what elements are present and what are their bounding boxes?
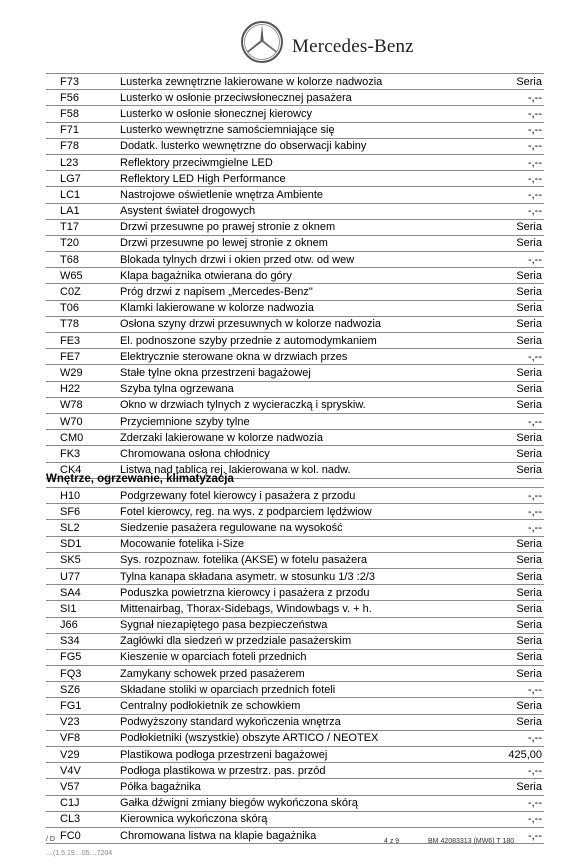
table-row xyxy=(46,446,544,462)
table-row xyxy=(46,504,544,520)
option-desc: Drzwi przesuwne po prawej stronie z oknem xyxy=(120,219,472,235)
option-code: T17 xyxy=(46,219,120,235)
option-price: -,-- xyxy=(472,504,544,520)
option-code: W65 xyxy=(46,268,120,284)
table-row xyxy=(46,74,544,90)
option-desc: Stałe tylne okna przestrzeni bagażowej xyxy=(120,365,472,381)
option-price: -,-- xyxy=(472,154,544,170)
option-desc: Siedzenie pasażera regulowane na wysokość xyxy=(120,520,472,536)
option-desc: Tylna kanapa składana asymetr. w stosunku 1/3 :2/3 xyxy=(120,568,472,584)
option-code: FE3 xyxy=(46,333,120,349)
table-row xyxy=(46,779,544,795)
option-price: Seria xyxy=(472,462,544,478)
option-price: Seria xyxy=(472,381,544,397)
option-desc: Kierownica wykończona skórą xyxy=(120,811,472,827)
option-code: V57 xyxy=(46,779,120,795)
option-desc: Lusterka zewnętrzne lakierowane w kolorze nadwozia xyxy=(120,74,472,90)
option-code: H10 xyxy=(46,488,120,504)
table-row xyxy=(46,154,544,170)
footer-document-code: BM 42083313 (MW6) T 180 xyxy=(428,838,515,845)
option-price: Seria xyxy=(472,536,544,552)
option-desc: Poduszka powietrzna kierowcy i pasażera z przodu xyxy=(120,585,472,601)
table-row xyxy=(46,122,544,138)
option-code: W29 xyxy=(46,365,120,381)
table-row xyxy=(46,585,544,601)
option-desc: Asystent świateł drogowych xyxy=(120,203,472,219)
option-code: SL2 xyxy=(46,520,120,536)
option-desc: Okno w drzwiach tylnych z wycieraczką i spryskiw. xyxy=(120,397,472,413)
footer-left-reference: …(1.5.19…05…7204 xyxy=(46,850,113,857)
option-code: T68 xyxy=(46,252,120,268)
table-row xyxy=(46,333,544,349)
option-price: Seria xyxy=(472,316,544,332)
footer-page-number: 4 z 9 xyxy=(384,838,400,845)
option-price: -,-- xyxy=(472,520,544,536)
option-price: Seria xyxy=(472,649,544,665)
option-code: SZ6 xyxy=(46,682,120,698)
table-row xyxy=(46,747,544,763)
option-price: -,-- xyxy=(472,827,544,843)
option-desc: Lusterko w osłonie słonecznej kierowcy xyxy=(120,106,472,122)
table-row xyxy=(46,633,544,649)
option-desc: Zderzaki lakierowane w kolorze nadwozia xyxy=(120,430,472,446)
option-desc: Dodatk. lusterko wewnętrzne do obserwacji kabiny xyxy=(120,138,472,154)
option-desc: Zamykany schowek przed pasażerem xyxy=(120,666,472,682)
table-row xyxy=(46,219,544,235)
option-desc: Blokada tylnych drzwi i okien przed otw. od wew xyxy=(120,252,472,268)
option-code: W78 xyxy=(46,397,120,413)
option-price: -,-- xyxy=(472,730,544,746)
option-desc: Szyba tylna ogrzewana xyxy=(120,381,472,397)
option-code: V4V xyxy=(46,763,120,779)
table-row xyxy=(46,520,544,536)
option-price: 425,00 xyxy=(472,747,544,763)
option-price: -,-- xyxy=(472,349,544,365)
option-price: -,-- xyxy=(472,106,544,122)
option-code: U77 xyxy=(46,568,120,584)
option-desc: Chromowana osłona chłodnicy xyxy=(120,446,472,462)
option-code: SI1 xyxy=(46,601,120,617)
option-desc: Listwa nad tablicą rej. lakierowana w kol. nadw. xyxy=(120,462,472,478)
option-desc: Półka bagażnika xyxy=(120,779,472,795)
table-row xyxy=(46,187,544,203)
option-price: Seria xyxy=(472,601,544,617)
table-row xyxy=(46,171,544,187)
option-code: FE7 xyxy=(46,349,120,365)
option-price: -,-- xyxy=(472,413,544,429)
option-code: F56 xyxy=(46,90,120,106)
option-code: C1J xyxy=(46,795,120,811)
option-desc: Reflektory przeciwmgielne LED xyxy=(120,154,472,170)
table-row xyxy=(46,649,544,665)
option-price: Seria xyxy=(472,397,544,413)
option-code: FG5 xyxy=(46,649,120,665)
option-desc: Fotel kierowcy, reg. na wys. z podparciem lędźwiow xyxy=(120,504,472,520)
option-desc: Drzwi przesuwne po lewej stronie z oknem xyxy=(120,235,472,251)
option-price: Seria xyxy=(472,446,544,462)
option-code: CM0 xyxy=(46,430,120,446)
option-code: SF6 xyxy=(46,504,120,520)
table-row xyxy=(46,365,544,381)
option-price: Seria xyxy=(472,365,544,381)
option-desc: Chromowana listwa na klapie bagażnika xyxy=(120,827,472,843)
option-price: Seria xyxy=(472,300,544,316)
table-row xyxy=(46,617,544,633)
option-price: Seria xyxy=(472,568,544,584)
option-price: -,-- xyxy=(472,122,544,138)
table-row xyxy=(46,763,544,779)
option-code: S34 xyxy=(46,633,120,649)
option-code: LG7 xyxy=(46,171,120,187)
option-code: F78 xyxy=(46,138,120,154)
option-desc: Sys. rozpoznaw. fotelika (AKSE) w fotelu pasażera xyxy=(120,552,472,568)
option-code: F58 xyxy=(46,106,120,122)
option-code: SK5 xyxy=(46,552,120,568)
option-price: -,-- xyxy=(472,171,544,187)
table-row xyxy=(46,682,544,698)
option-code: T06 xyxy=(46,300,120,316)
option-desc: Przyciemnione szyby tylne xyxy=(120,413,472,429)
option-price: -,-- xyxy=(472,90,544,106)
option-code: F73 xyxy=(46,74,120,90)
table-row xyxy=(46,601,544,617)
option-desc: Zagłówki dla siedzeń w przedziale pasażerskim xyxy=(120,633,472,649)
option-code: V29 xyxy=(46,747,120,763)
option-desc: Lusterko w osłonie przeciwsłonecznej pasażera xyxy=(120,90,472,106)
option-code: T78 xyxy=(46,316,120,332)
option-code: FQ3 xyxy=(46,666,120,682)
brand-name: Mercedes-Benz xyxy=(292,36,414,57)
option-desc: Lusterko wewnętrzne samościemniające się xyxy=(120,122,472,138)
option-price: -,-- xyxy=(472,187,544,203)
option-price: Seria xyxy=(472,666,544,682)
option-price: Seria xyxy=(472,698,544,714)
section-title: Wnętrze, ogrzewanie, klimatyzacja xyxy=(46,473,234,485)
table-row xyxy=(46,252,544,268)
option-desc: Nastrojowe oświetlenie wnętrza Ambiente xyxy=(120,187,472,203)
option-price: Seria xyxy=(472,552,544,568)
option-price: Seria xyxy=(472,779,544,795)
table-row xyxy=(46,552,544,568)
option-price: Seria xyxy=(472,585,544,601)
option-desc: Centralny podłokietnik ze schowkiem xyxy=(120,698,472,714)
option-price: Seria xyxy=(472,714,544,730)
table-row xyxy=(46,106,544,122)
table-row xyxy=(46,138,544,154)
option-price: -,-- xyxy=(472,488,544,504)
option-price: Seria xyxy=(472,633,544,649)
table-row xyxy=(46,300,544,316)
table-row xyxy=(46,795,544,811)
table-row xyxy=(46,397,544,413)
table-row xyxy=(46,714,544,730)
table-row xyxy=(46,666,544,682)
table-row xyxy=(46,730,544,746)
option-code: H22 xyxy=(46,381,120,397)
options-table-interior xyxy=(46,487,544,844)
option-price: Seria xyxy=(472,284,544,300)
table-row xyxy=(46,284,544,300)
option-desc: Elektrycznie sterowane okna w drzwiach przes xyxy=(120,349,472,365)
table-row xyxy=(46,90,544,106)
option-code: V23 xyxy=(46,714,120,730)
table-row xyxy=(46,413,544,429)
option-desc: Reflektory LED High Performance xyxy=(120,171,472,187)
option-code: F71 xyxy=(46,122,120,138)
option-price: -,-- xyxy=(472,203,544,219)
option-code: SA4 xyxy=(46,585,120,601)
option-price: Seria xyxy=(472,430,544,446)
option-code: W70 xyxy=(46,413,120,429)
option-price: Seria xyxy=(472,268,544,284)
mercedes-star-logo-icon xyxy=(240,20,284,64)
table-row xyxy=(46,430,544,446)
option-desc: Sygnał niezapiętego pasa bezpieczeństwa xyxy=(120,617,472,633)
option-desc: Podwyższony standard wykończenia wnętrza xyxy=(120,714,472,730)
table-row xyxy=(46,235,544,251)
option-price: Seria xyxy=(472,333,544,349)
table-row xyxy=(46,268,544,284)
table-row xyxy=(46,349,544,365)
option-desc: Podłoga plastikowa w przestrz. pas. przód xyxy=(120,763,472,779)
table-row xyxy=(46,811,544,827)
option-desc: Podłokietniki (wszystkie) obszyte ARTICO / NEOTEX xyxy=(120,730,472,746)
option-price: Seria xyxy=(472,219,544,235)
option-desc: Gałka dźwigni zmiany biegów wykończona skórą xyxy=(120,795,472,811)
option-price: -,-- xyxy=(472,252,544,268)
option-code: J66 xyxy=(46,617,120,633)
option-code: FK3 xyxy=(46,446,120,462)
table-row xyxy=(46,381,544,397)
option-desc: Składane stoliki w oparciach przednich foteli xyxy=(120,682,472,698)
option-desc: El. podnoszone szyby przednie z automodymkaniem xyxy=(120,333,472,349)
option-desc: Kieszenie w oparciach foteli przednich xyxy=(120,649,472,665)
page-header xyxy=(0,0,580,68)
option-desc: Osłona szyny drzwi przesuwnych w kolorze nadwozia xyxy=(120,316,472,332)
option-desc: Mocowanie fotelika i-Size xyxy=(120,536,472,552)
option-desc: Plastikowa podłoga przestrzeni bagażowej xyxy=(120,747,472,763)
table-row xyxy=(46,698,544,714)
option-price: -,-- xyxy=(472,811,544,827)
options-table-exterior xyxy=(46,73,544,479)
option-code: FC0 xyxy=(46,827,120,843)
table-row xyxy=(46,536,544,552)
option-code: T20 xyxy=(46,235,120,251)
option-desc: Klapa bagażnika otwierana do góry xyxy=(120,268,472,284)
option-desc: Klamki lakierowane w kolorze nadwozia xyxy=(120,300,472,316)
option-code: LA1 xyxy=(46,203,120,219)
option-price: Seria xyxy=(472,74,544,90)
option-code: VF8 xyxy=(46,730,120,746)
table-row xyxy=(46,568,544,584)
option-code: LC1 xyxy=(46,187,120,203)
option-code: L23 xyxy=(46,154,120,170)
table-row xyxy=(46,488,544,504)
option-price: Seria xyxy=(472,617,544,633)
option-desc: Podgrzewany fotel kierowcy i pasażera z przodu xyxy=(120,488,472,504)
option-code: SD1 xyxy=(46,536,120,552)
footer-left: / D xyxy=(46,836,55,843)
option-price: -,-- xyxy=(472,795,544,811)
option-price: Seria xyxy=(472,235,544,251)
table-row xyxy=(46,316,544,332)
option-desc: Próg drzwi z napisem „Mercedes-Benz" xyxy=(120,284,472,300)
option-code: C0Z xyxy=(46,284,120,300)
option-code: CK4 xyxy=(46,462,120,478)
option-code: FG1 xyxy=(46,698,120,714)
option-desc: Mittenairbag, Thorax-Sidebags, Windowbags v. + h. xyxy=(120,601,472,617)
option-price: -,-- xyxy=(472,763,544,779)
option-code: CL3 xyxy=(46,811,120,827)
table-row xyxy=(46,203,544,219)
option-price: -,-- xyxy=(472,138,544,154)
option-price: -,-- xyxy=(472,682,544,698)
